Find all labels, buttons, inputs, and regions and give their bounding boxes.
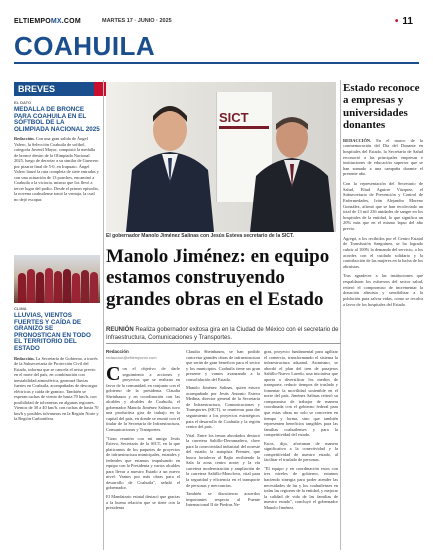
softball-team-photo: [14, 255, 100, 303]
masthead-mx: MX: [50, 18, 62, 25]
article-headline: Manolo Jiménez: en equipo estamos construyendo grandes obras en el Estado: [106, 246, 330, 310]
column-divider: [103, 80, 104, 550]
section-header: [14, 28, 419, 62]
brief-kicker: EL DATO: [14, 100, 32, 105]
article-deck: REUNIÓN Realiza gobernador exitosa gira en la Ciudad de México con el secretario de Infraestructura, Comunicaciones y Transportes.: [106, 327, 339, 342]
side-headline: Estado reconoce a empresas y universidades donantes: [343, 82, 420, 132]
article-column: Claudia Sheinbaum, se han podido concretar grandes obras de infraestructura que serán de gran beneficio para el sector y los municipios. Coahuila tiene un gran presente y vamos avanzando a la consolidación del Estado. Manolo Jiménez Salinas, quien estuvo acompañado por Jesús Antonio Esteva Medina, director general de la Secretaría de Infraestructura, Comunicaciones y Transportes (SICT), se reunieron para dar seguimiento a los proyectos estratégicos para el desarrollo de Coahuila y la región centro del país. Vital. Entre los temas abordados destacó la carretera Saltillo-Derramadero, clave para la conectividad industrial del noreste del estado; la autopista Premier, que busca fortalecer al Bajío recibiendo la Sala la zona centro norte; y la vía carretera modernización y ampliación de la carretera Saltillo-Monclova, vital para la seguridad y eficiencia en el transporte de personas y mercancías. También se discutieron acuerdos importantes respecto al Puente Internacional II de Piedras Ne-: [186, 349, 260, 508]
brief-body: Redacción. La Secretaría de Gobierno, a través de la Subsecretaría de Protección Civil del Estado, informa que se cancela el aviso previo en el norte del país, en combinación con inestabilidad atmosférica, generará lluvias fuertes en Coahuila, acompañadas de descargas eléctricas y caída de granizo. También se esperan rachas de viento de hasta 70 km/h, con posibilidad de tolvaneras en algunas regiones. Vientos de 30 a 40 km/h, con rachas de hasta 70 km/h y posibles tolvaneras en la Región Norte y la Región Carbonífera.: [14, 355, 99, 422]
dropcap: C: [106, 363, 121, 385]
brief-kicker: CLIMA: [14, 306, 27, 311]
photo-caption: El gobernador Manolo Jiménez Salinas con Jesús Esteva secretario de la SICT.: [106, 233, 294, 239]
masthead-domain: .COM: [61, 18, 81, 25]
breves-header: BREVES: [14, 82, 94, 96]
page-number: • 11: [394, 16, 413, 27]
column-divider: [340, 80, 341, 550]
issue-date: MARTES 17 · JUNIO · 2025: [102, 18, 172, 24]
deck-rule: [106, 343, 341, 344]
section-title: COAHUILA: [14, 31, 156, 61]
side-body: REDACCIÓN. En el marco de la conmemoración del Día del Donante en hospitales del Estado, la Secretaría de Salud reconoció a las principales empresas e instituciones de educación superior que se han sumado a una campaña durante el presente año. Con la representación del Secretario de Salud, Eliud Aguirre Vázquez, el Subsecretario de Prevención y Control de Enfermedades, Iván Alejandro Moreno González, afirmó que se han recolectado un total de 13 mil 236 unidades de sangre en los hospitales de la entidad, lo que significa un 20% más que en el mismo lapso del año previo. Agregó, a los recibidos por el Centro Estatal de Transfusión Sanguínea, se ha logrado cubrir al 100% la demanda del servicio, a los acordes con el cuidado solidario y la contribución de las mujeres en la lucha de los altruistas. Tras agradecer a las instituciones que respaldaron los esfuerzos del sector salud, reiteró el compromiso de incrementar la donación altruista y sensibilizar a la población para salvar vidas, como se recalca a favor de los hospitales del Estado.: [343, 137, 423, 307]
brief-item: [14, 306, 100, 422]
article-column: Con el objetivo de darle seguimiento a acciones y proyectos que se realizan en favor de la comunidad, en conjunto con el gobierno de la presidenta Claudia Sheinbaum y en coordinación con las alcaldes y alcaldes de Coahuila, el gobernador Manolo Jiménez Salinas tuvo una productiva gira de trabajo en la capital del país, en donde se reunió con el titular de la Secretaría de Infraestructura, Comunicaciones y Transportes. "Gran reunión con mi amigo Jesús Esteva, Secretario de la SICT, en la que platicamos de los paquetes de proyectos de infraestructura municipales, estatales y federales que estamos impulsando en equipo con la Presidenta y varios alcaldes para llevar a nuestro Estado a un nuevo nivel. Vamos por más obras para el desarrollo de Coahuila", señaló el gobernador. El Mandatario estatal destacó que gracias a la buena relación que se tiene con la presidenta: [106, 363, 180, 511]
newspaper-masthead: [14, 18, 81, 25]
masthead-name: ELTIEMPO: [14, 18, 51, 25]
sict-banner: SICT: [216, 92, 272, 202]
article-column: gras, proyecto fundamental para agilizar el comercio, transformando el sistema la infraestructura aduanal. Asimismo, se abordó el plan del tren de pasajeros Saltillo-Nuevo Laredo, una iniciativa que aporta a diversificar los medios de transporte, reducir tiempos de traslado y fomentar la movilidad sostenible en el norte del país. Jiménez Salinas reiteró su compromiso de trabajar de manera coordinada con el gobierno federal para que estas obras no solo se concreten en tiempo y forma, sino que también representen beneficios tangibles para las familias coahuilenses y para la competitividad del estado. Estos, dijo, afortunan de manera significativa a la conectividad y la competitividad de nuestro estado, al facilitar el traslado de personas. "El equipo y en coordinación estos con tres niveles de gobierno, estamos haciendo sinergia para poder atender las necesidades de las y los coahuilenses en todas las regiones de la entidad, y mejorar la calidad de vida de las familias de nuestro estado", concluyó el gobernador Manolo Jiménez.: [264, 349, 338, 510]
section-rule: [14, 62, 419, 64]
brief-headline: LLUVIAS, VIENTOS FUERTES Y CAÍDA DE GRANIZO SE PRONOSTICAN EN TODO EL TERRITORIO DEL ESTADO: [14, 312, 91, 353]
main-article-photo: [106, 82, 336, 232]
side-article: [343, 82, 423, 311]
person-left: [118, 92, 218, 232]
brief-item: [14, 100, 100, 202]
brief-body: Redacción. Con una gran salida de Ángel Valero, la Selección Coahuila de softbol, categoría Juvenil Mayor, conquistó la medalla de bronce dentro de la Olimpiada Nacional 2025, luego de derrotar a su similar de Guerrero por pizarra final de 5-0, en Irapuato. Ángel Valero lanzó la ruta completa de siete entradas y con una actuación de 13 ponches, encaminó a Coahuila a la victoria, mismo que los llevó a tercer lugar del podio. Desde el primer episodio, la novena coahuilense tomó la ventaja, la cual no dejó escapar.: [14, 136, 99, 202]
byline-email: redaccion@eltiempomx.com: [106, 355, 157, 360]
byline: Redacción: [106, 349, 129, 354]
brief-headline: MEDALLA DE BRONCE PARA COAHUILA EN EL SÓFTBOL DE LA OLIMPIADA NACIONAL 2025: [14, 106, 100, 133]
person-right: [246, 102, 336, 232]
